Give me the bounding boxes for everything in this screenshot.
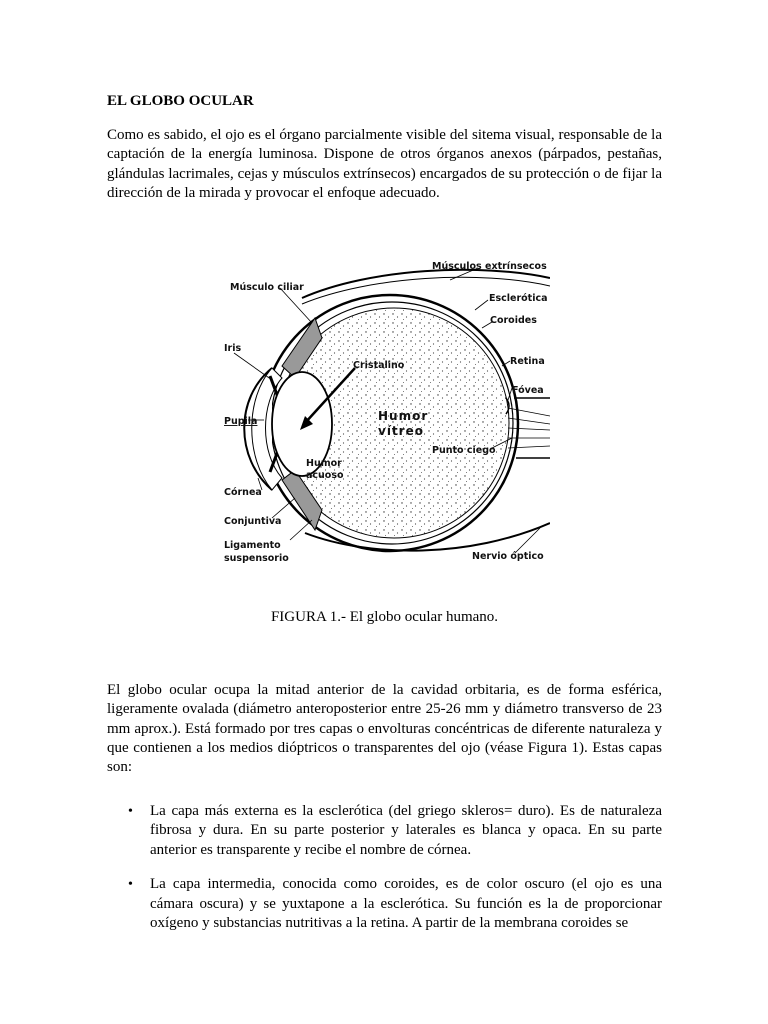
description-paragraph: El globo ocular ocupa la mitad anterior de la cavidad orbitaria, es de forma esférica, ligeramente ovalada (diámetro anteroposterior entre 25-26 mm y diámetro transverso de 23 mm aprox.). Está formado por tres capas o envolturas concéntricas de diferente naturaleza y que contienen a los medios dióptricos o transparentes del ojo (véase Figura 1). Estas capas son: [107,682,662,776]
label-ligamento-2: suspensorio [224,553,289,564]
intro-paragraph: Como es sabido, el ojo es el órgano parcialmente visible del sitema visual, responsable de la captación de la energía luminosa. Dispone de otros órganos anexos (párpados, pestañas, glándulas lacrimales, cejas y músculos extrínsecos) encargados de su protección o de fijar la dirección de la mirada y provocar el enfoque adecuado. [107,127,662,201]
label-cornea: Córnea [224,487,262,498]
figure-caption: FIGURA 1.- El globo ocular humano. [270,609,499,625]
layers-list [107,802,662,948]
eye-diagram-svg [220,258,550,568]
label-humor-vitreo-1: Humor [378,409,429,423]
leader-conjuntiva [272,498,295,518]
label-punto-ciego: Punto ciego [432,445,496,456]
optic-nerve-fibers [508,408,550,448]
leader-ligamento [290,520,312,540]
label-fovea: Fóvea [512,385,544,396]
label-conjuntiva: Conjuntiva [224,516,282,527]
leader-esclerotica [475,300,488,310]
label-humor-vitreo-2: vítreo [378,424,424,438]
label-iris: Iris [224,343,242,354]
label-humor-acuoso-2: acuoso [306,470,344,481]
list-item-text: La capa intermedia, conocida como coroides, es de color oscuro (el ojo es una cámara oscura) y se yuxtapone a la esclerótica. Su función es la de proporcionar oxígeno y substancias nutritivas a la retina. A partir de la membrana coroides se [150,876,662,932]
label-musculo-ciliar: Músculo ciliar [230,282,304,293]
label-retina: Retina [510,356,545,367]
eye-diagram [220,258,550,568]
list-item [107,802,662,860]
label-cristalino: Cristalino [353,360,405,371]
leader-iris [234,353,272,380]
label-esclerotica: Esclerótica [489,293,548,304]
bullet-symbol: • [128,804,133,819]
label-musculos-extrinsecos: Músculos extrínsecos [432,261,547,272]
document-title: EL GLOBO OCULAR [107,93,254,109]
list-item-text: La capa más externa es la esclerótica (del griego skleros= duro). Es de naturaleza fibrosa y dura. En su parte posterior y laterales es blanca y opaca. En su parte anterior es transparente y recibe el nombre de córnea. [150,803,662,858]
label-humor-acuoso-1: Humor [306,458,342,469]
leader-musculo-ciliar [280,288,312,323]
label-nervio-optico: Nervio óptico [472,551,544,562]
label-ligamento-1: Ligamento [224,540,281,551]
list-item [107,875,662,933]
bullet-symbol: • [128,877,133,893]
label-pupila: Pupila [224,416,258,427]
label-coroides: Coroides [490,315,537,326]
